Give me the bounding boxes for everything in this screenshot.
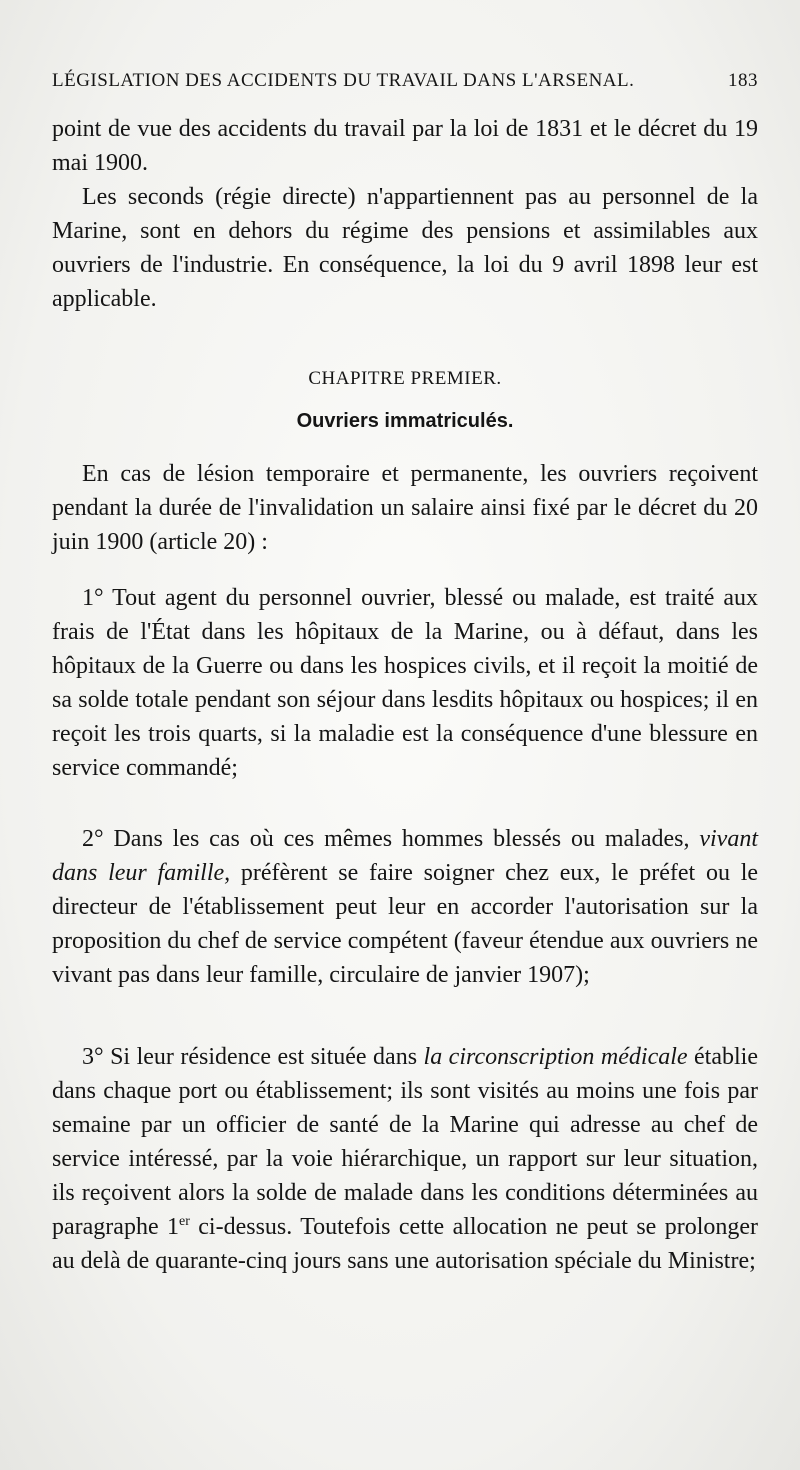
section-title: Ouvriers immatriculés. [296, 410, 514, 432]
item-3-start: 3° Si leur résidence est située dans [82, 1044, 418, 1070]
paragraph-item-1: 1° Tout agent du personnel ouvrier, blessé ou malade, est traité aux frais de l'État dans les hôpitaux de la Marine, ou à défaut, dans les hôpitaux de la Guerre ou dans les hospices civils, et il reçoit la moitié de sa solde totale pendant son séjour dans lesdits hôpitaux ou hospices; il en reçoit les trois quarts, si la maladie est la conséquence d'une blessure en service commandé; [52, 585, 758, 781]
item-2-end: préfèrent se faire soigner chez eux, le préfet ou le directeur de l'établissement peut leur en accorder l'autorisation sur la proposition du chef de service compétent (faveur étendue aux ouvriers ne vivant pas dans leur famille, circulaire de janvier 1907); [52, 860, 759, 988]
chapter-title: CHAPITRE PREMIER. [308, 368, 502, 389]
paragraph-intro: En cas de lésion temporaire et permanente, les ouvriers reçoivent pendant la durée de l'invalidation un salaire ainsi fixé par le décret du 20 juin 1900 (article 20) : [52, 461, 758, 555]
paragraph-item-3 [52, 1040, 758, 1278]
item-2-start: 2° Dans les cas où ces mêmes hommes blessés ou malades, [82, 826, 690, 852]
page-number: 183 [728, 70, 758, 91]
paragraph-item-2 [52, 822, 758, 992]
item-3-mid: établie dans chaque port ou établissement; ils sont visités au moins une fois par semaine par un officier de santé de la Marine qui adresse au chef de service intéressé, par la voie hiérarchique, un rapport sur leur situation, ils reçoivent alors la solde de malade dans les conditions déterminées au paragraphe 1 [52, 1044, 758, 1240]
header-title: LÉGISLATION DES ACCIDENTS DU TRAVAIL DANS L'ARSENAL. [52, 70, 635, 91]
item-3-sup: er [178, 1214, 190, 1229]
paragraph-regie-directe: Les seconds (régie directe) n'appartiennent pas au personnel de la Marine, sont en dehors du régime des pensions et assimilables aux ouvriers de l'industrie. En conséquence, la loi du 9 avril 1898 leur est applicable. [52, 184, 758, 312]
item-3-end: ci-dessus. Toutefois cette allocation ne peut se prolonger au delà de quarante-cinq jours sans une autorisation spéciale du Ministre; [52, 1214, 759, 1274]
paragraph-continuation: point de vue des accidents du travail par la loi de 1831 et le décret du 19 mai 1900. [52, 116, 758, 176]
item-3-italic: la circonscription médicale [423, 1044, 688, 1070]
item-2-italic: vivant dans leur famille, [52, 826, 758, 886]
running-header [52, 70, 758, 92]
